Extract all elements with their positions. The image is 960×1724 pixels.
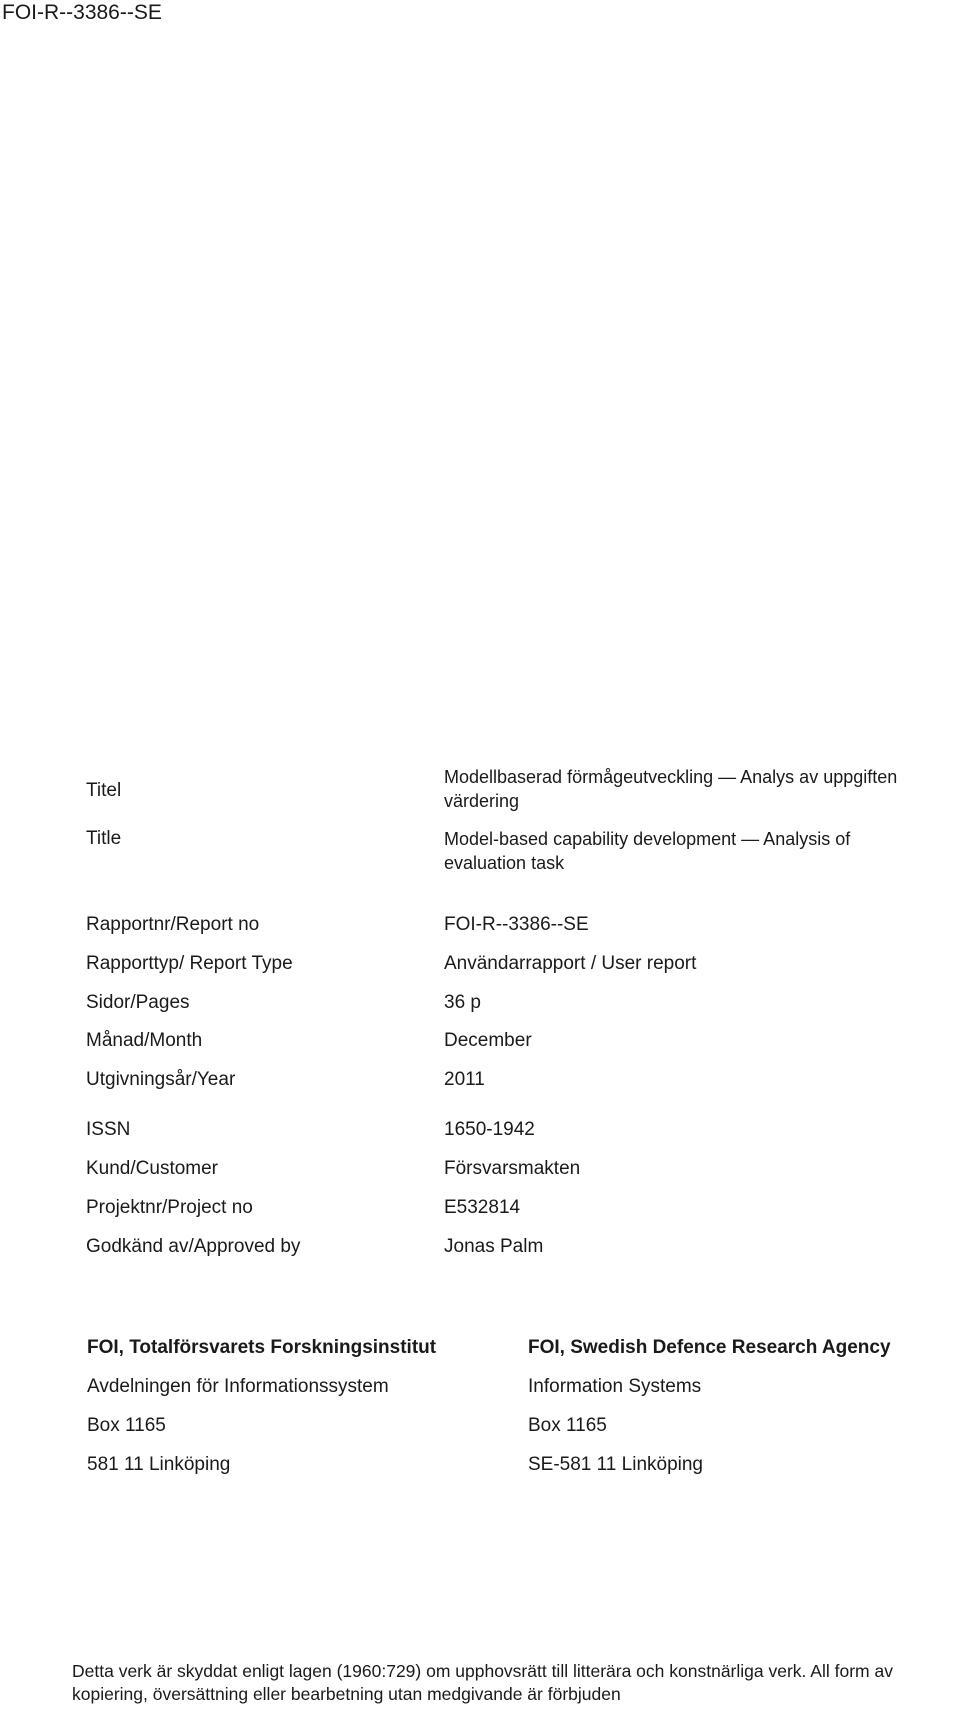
org-box-sv: Box 1165: [87, 1415, 166, 1436]
titel-value: Modellbaserad förmågeutveckling — Analys av uppgiften värdering: [444, 767, 898, 811]
pages-value: 36 p: [444, 992, 481, 1013]
customer-value: Försvarsmakten: [444, 1158, 581, 1179]
issn-value: 1650-1942: [444, 1119, 535, 1140]
org-box-en: Box 1165: [528, 1415, 607, 1436]
report-no-label: Rapportnr/Report no: [86, 914, 260, 935]
month-label: Månad/Month: [86, 1030, 203, 1051]
report-type-value: Användarrapport / User report: [444, 953, 697, 974]
org-division-sv: Avdelningen för Informationssystem: [87, 1376, 389, 1397]
titel-label: Titel: [86, 780, 122, 801]
copyright-notice: Detta verk är skyddat enligt lagen (1960:729) om upphovsrätt till litterära och konstnärliga verk. All form av kopiering, översättning eller bearbetning utan medgivande är förbjuden: [72, 1661, 893, 1704]
org-city-sv: 581 11 Linköping: [87, 1454, 231, 1475]
customer-label: Kund/Customer: [86, 1158, 219, 1179]
document-id: FOI-R--3386--SE: [2, 1, 162, 24]
month-value: December: [444, 1030, 532, 1051]
issn-label: ISSN: [86, 1119, 131, 1140]
year-label: Utgivningsår/Year: [86, 1069, 236, 1090]
report-no-value: FOI-R--3386--SE: [444, 914, 589, 935]
project-no-value: E532814: [444, 1197, 521, 1218]
approved-by-value: Jonas Palm: [444, 1236, 544, 1257]
approved-by-label: Godkänd av/Approved by: [86, 1236, 301, 1257]
project-no-label: Projektnr/Project no: [86, 1197, 253, 1218]
pages-label: Sidor/Pages: [86, 992, 190, 1013]
title-value: Model-based capability development — Analysis of evaluation task: [444, 829, 851, 873]
title-label: Title: [86, 828, 122, 849]
org-city-en: SE-581 11 Linköping: [528, 1454, 703, 1475]
org-name-sv: FOI, Totalförsvarets Forskningsinstitut: [87, 1337, 437, 1358]
org-division-en: Information Systems: [528, 1376, 702, 1397]
org-name-en: FOI, Swedish Defence Research Agency: [528, 1337, 891, 1358]
report-type-label: Rapporttyp/ Report Type: [86, 953, 293, 974]
year-value: 2011: [444, 1069, 485, 1090]
